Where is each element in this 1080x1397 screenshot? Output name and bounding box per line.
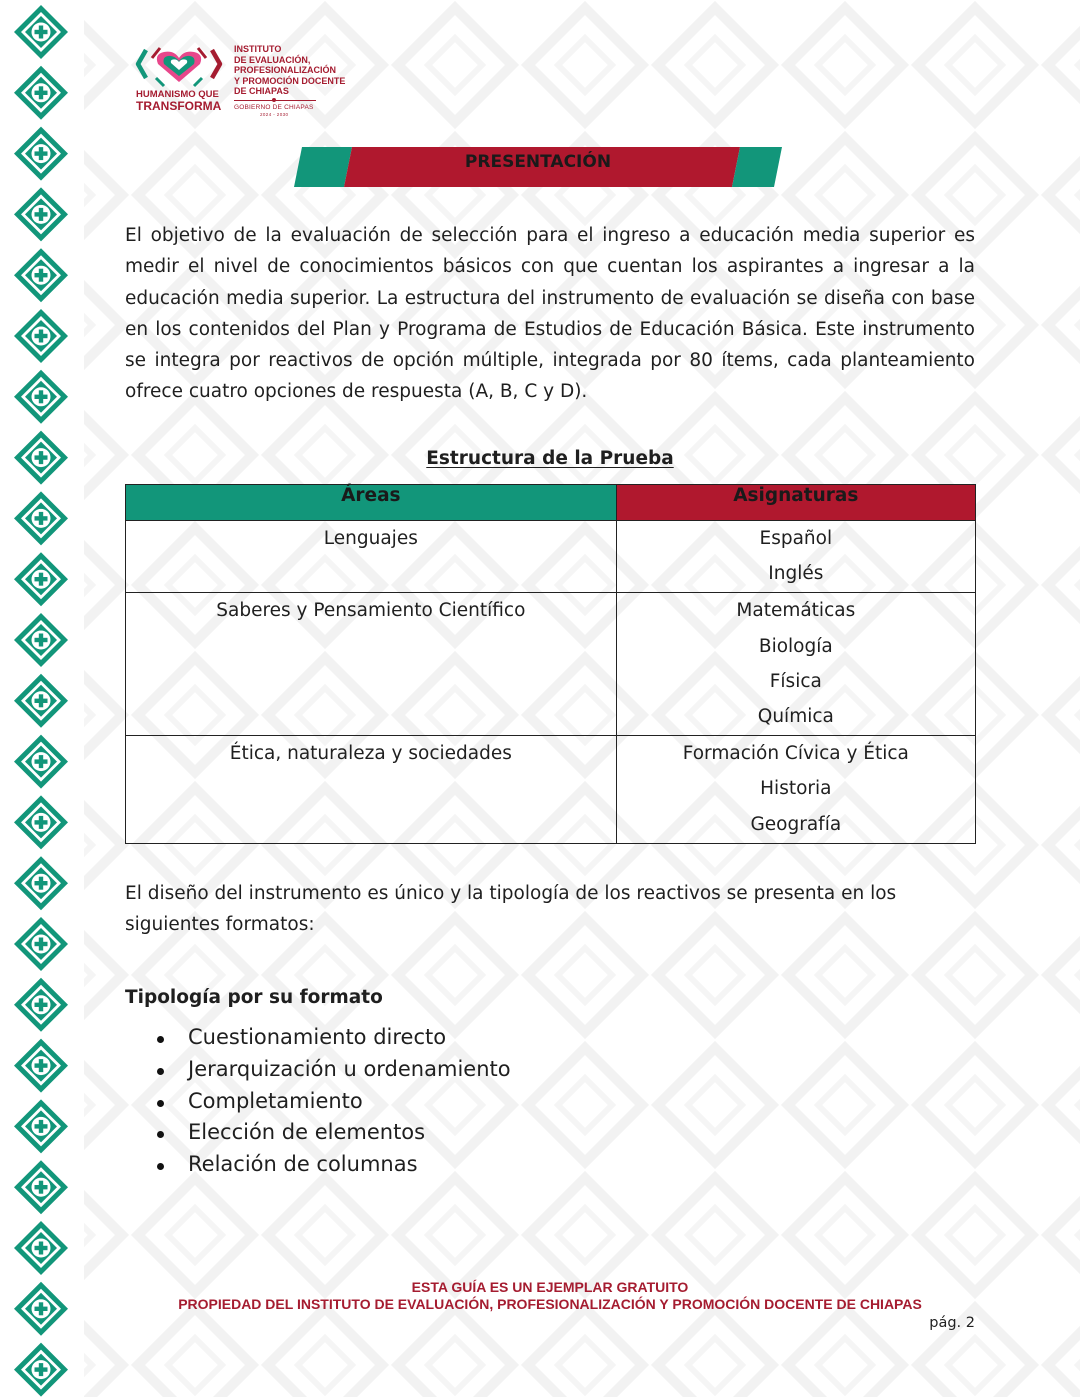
subject-label: Química [757, 705, 834, 727]
institute-name-line: PROFESIONALIZACIÓN [234, 65, 337, 75]
area-cell [126, 736, 617, 844]
logo-slogan [136, 90, 221, 112]
table-title: Estructura de la Prueba [426, 448, 674, 469]
typology-list [125, 1022, 511, 1181]
slogan-line-2: TRANSFORMA [136, 99, 222, 113]
subject-label: Historia [760, 778, 832, 800]
left-border-ornament [0, 0, 84, 1397]
green-diamond-cross-icon [14, 978, 68, 1032]
header-subjects: Asignaturas [616, 485, 975, 521]
green-diamond-cross-icon [14, 5, 68, 59]
table-row [126, 736, 976, 844]
institute-logo [130, 42, 370, 122]
header-areas: Áreas [126, 485, 617, 521]
green-diamond-cross-icon [14, 127, 68, 181]
heart-emblem-icon [134, 44, 224, 90]
green-diamond-cross-icon [14, 795, 68, 849]
subjects-cell [616, 736, 975, 844]
intro-paragraph: El objetivo de la evaluación de selección para el ingreso a educación media superior es medir el nivel de conocimientos básicos con que cuentan los aspirantes a ingresar a la educación media superior. La estructura del instrumento de evaluación se diseña con base en los contenidos del Plan y Programa de Estudios de Educación Básica. Este instrumento se integra por reactivos de opción múltiple, integrada por 80 ítems, cada planteamiento ofrece cuatro opciones de respuesta (A, B, C y D). [125, 225, 975, 403]
subject-label: Inglés [768, 563, 824, 585]
list-item: Cuestionamiento directo [125, 1022, 511, 1054]
table-row [126, 593, 976, 736]
area-label: Lenguajes [323, 528, 418, 549]
area-cell [126, 521, 617, 593]
subject-label: Matemáticas [736, 600, 856, 622]
section-banner [294, 147, 782, 187]
design-paragraph: El diseño del instrumento es único y la tipología de los reactivos se presenta en los siguientes formatos: [125, 883, 897, 936]
green-diamond-cross-icon [14, 1099, 68, 1153]
green-diamond-cross-icon [14, 1343, 68, 1397]
subject-label: Biología [758, 635, 833, 657]
page-title: PRESENTACIÓN [464, 152, 612, 172]
structure-table [125, 484, 976, 844]
government-years: 2024 - 2030 [260, 111, 289, 117]
green-diamond-cross-icon [14, 248, 68, 302]
green-diamond-cross-icon [14, 613, 68, 667]
government-label: GOBIERNO DE CHIAPAS [234, 103, 314, 111]
table-header-row [126, 485, 976, 521]
list-item: Elección de elementos [125, 1117, 511, 1149]
area-label: Ética, naturaleza y sociedades [229, 743, 512, 765]
footer-line-1: ESTA GUÍA ES UN EJEMPLAR GRATUITO [411, 1279, 689, 1295]
list-item: Jerarquización u ordenamiento [125, 1054, 511, 1086]
green-diamond-cross-icon [14, 1282, 68, 1336]
area-cell [126, 593, 617, 736]
list-item: Completamiento [125, 1086, 511, 1118]
page-number: pág. 2 [929, 1315, 975, 1331]
green-diamond-cross-icon [14, 309, 68, 363]
subject-label: Física [769, 670, 822, 692]
slogan-line-1: HUMANISMO QUE [136, 89, 219, 100]
green-diamond-cross-icon [14, 1039, 68, 1093]
green-diamond-cross-icon [14, 1160, 68, 1214]
subject-label: Geografía [750, 813, 842, 835]
institute-name-line: INSTITUTO [234, 44, 282, 54]
institute-name-line: DE CHIAPAS [234, 86, 289, 96]
subject-label: Español [759, 528, 833, 549]
list-item: Relación de columnas [125, 1149, 511, 1181]
green-diamond-cross-icon [14, 431, 68, 485]
area-label: Saberes y Pensamiento Científico [216, 600, 526, 622]
institute-name-line: Y PROMOCIÓN DOCENTE [234, 75, 346, 86]
subjects-cell [616, 593, 975, 736]
green-diamond-cross-icon [14, 917, 68, 971]
institute-name-line: DE EVALUACIÓN, [234, 54, 311, 65]
logo-emblem-block [130, 42, 230, 122]
green-diamond-cross-icon [14, 66, 68, 120]
footer [125, 1279, 975, 1312]
table-row [126, 521, 976, 593]
green-diamond-cross-icon [14, 552, 68, 606]
green-diamond-cross-icon [14, 674, 68, 728]
footer-line-2: PROPIEDAD DEL INSTITUTO DE EVALUACIÓN, PROFESIONALIZACIÓN Y PROMOCIÓN DOCENTE DE CHIAPAS [178, 1295, 922, 1312]
subject-label: Formación Cívica y Ética [682, 743, 909, 765]
divider [234, 100, 316, 101]
typology-heading: Tipología por su formato [125, 987, 383, 1008]
green-diamond-cross-icon [14, 856, 68, 910]
green-diamond-cross-icon [14, 1221, 68, 1275]
institute-name-block [234, 44, 374, 117]
green-diamond-cross-icon [14, 735, 68, 789]
subjects-cell [616, 521, 975, 593]
green-diamond-cross-icon [14, 187, 68, 241]
green-diamond-cross-icon [14, 370, 68, 424]
green-diamond-cross-icon [14, 491, 68, 545]
